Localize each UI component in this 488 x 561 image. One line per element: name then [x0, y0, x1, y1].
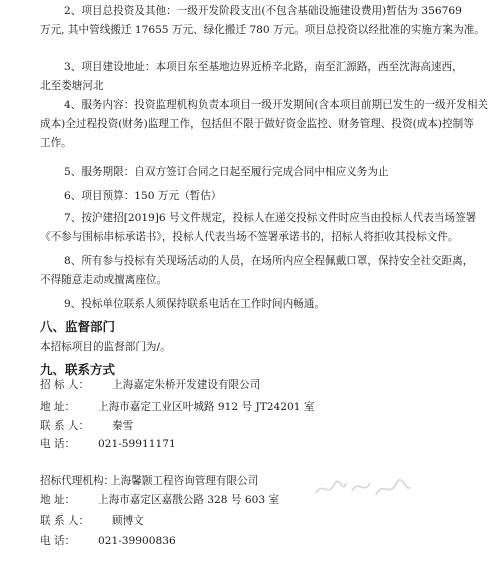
tenderer-name: 上海嘉定朱桥开发建设有限公司	[112, 379, 261, 391]
tenderer-address-label: 地 址：	[40, 401, 76, 413]
tenderer-phone-label: 电 话：	[40, 438, 76, 450]
agent-address: 上海市嘉定区嘉戬公路 328 号 603 室	[98, 494, 280, 506]
agent-contact-row	[0, 512, 424, 531]
section-8-heading: 八、监督部门	[40, 319, 116, 334]
tenderer-contact-row	[0, 417, 424, 436]
item-5	[0, 163, 424, 182]
watermark-signature-icon	[312, 475, 412, 501]
agent-phone-label: 电 话：	[40, 535, 76, 547]
section-9-heading: 九、联系方式	[40, 362, 116, 377]
tenderer-address-row	[0, 398, 424, 417]
item-7-line-1: 7、按沪建招[2019]6 号文件规定，投标人在递交投标文件时应当由投标人代表当场签署	[64, 212, 477, 224]
item-4-line-1: 4、服务内容：投资监理机构负责本项目一级开发期间(含本项目前期已发生的一级开发相关	[64, 99, 488, 111]
item-4	[0, 96, 488, 153]
item-8	[0, 252, 474, 290]
item-6	[0, 187, 424, 206]
agent-address-label: 地 址：	[40, 494, 76, 506]
agent-phone-row	[0, 532, 424, 551]
item-2	[0, 2, 485, 40]
section-8-text: 本招标项目的监督部门为/。	[40, 341, 171, 353]
item-6-line: 6、项目预算：150 万元（暂估）	[64, 190, 222, 202]
tenderer-contact-label: 联 系 人：	[40, 420, 90, 432]
item-2-line-2: 万元, 其中管线搬迁 17655 万元、绿化搬迁 780 万元。项目总投资以经批准的实施方案为准。	[40, 24, 485, 36]
item-4-line-3: 工作。	[40, 137, 72, 149]
item-8-line-2: 不得随意走动或擅离座位。	[40, 274, 168, 286]
agent-name: 上海馨颢工程咨询管理有限公司	[110, 475, 259, 487]
section-8-body	[0, 338, 424, 357]
item-9-line: 9、投标单位联系人须保持联系电话在工作时间内畅通。	[64, 298, 325, 310]
item-4-line-2: 成本)全过程投资(财务)监理工作，包括但不限于做好资金监控、财务管理、投资(成本)控制等	[40, 118, 474, 130]
tenderer-name-label: 招 标 人：	[40, 379, 90, 391]
tenderer-name-row	[0, 376, 424, 395]
item-3	[0, 58, 463, 96]
item-7-line-2: 《不参与围标串标承诺书》，投标人代表当场不签署承诺书的，招标人将拒收其投标文件。	[40, 231, 459, 243]
item-8-line-1: 8、所有参与投标有关现场活动的人员，在场所内应全程佩戴口罩，保持安全社交距离，	[64, 255, 474, 267]
item-3-line-1: 3、项目建设地址：本项目东至基地边界近桥辛北路，南至汇源路，西至沈海高速西，	[64, 61, 463, 73]
tenderer-contact: 秦雪	[112, 420, 134, 432]
item-3-line-2: 北至娄塘河北	[40, 80, 104, 92]
tenderer-phone: 021-59911171	[98, 438, 176, 450]
tenderer-phone-row	[0, 435, 424, 454]
agent-contact-label: 联 系 人：	[40, 515, 90, 527]
agent-contact: 顾博文	[112, 515, 144, 527]
tenderer-address: 上海市嘉定工业区叶城路 912 号 JT24201 室	[98, 401, 315, 413]
item-2-line-1: 2、项目总投资及其他：一级开发阶段支出(不包含基础设施建设费用)暂估为 356769	[64, 5, 462, 17]
item-9	[0, 295, 424, 314]
agent-phone: 021-39900836	[98, 535, 176, 547]
item-5-line: 5、服务期限：自双方签订合同之日起至履行完成合同中相应义务为止	[64, 166, 389, 178]
watermark-signature	[312, 475, 412, 501]
item-7	[0, 209, 477, 247]
agent-name-label: 招标代理机构：	[40, 475, 115, 487]
